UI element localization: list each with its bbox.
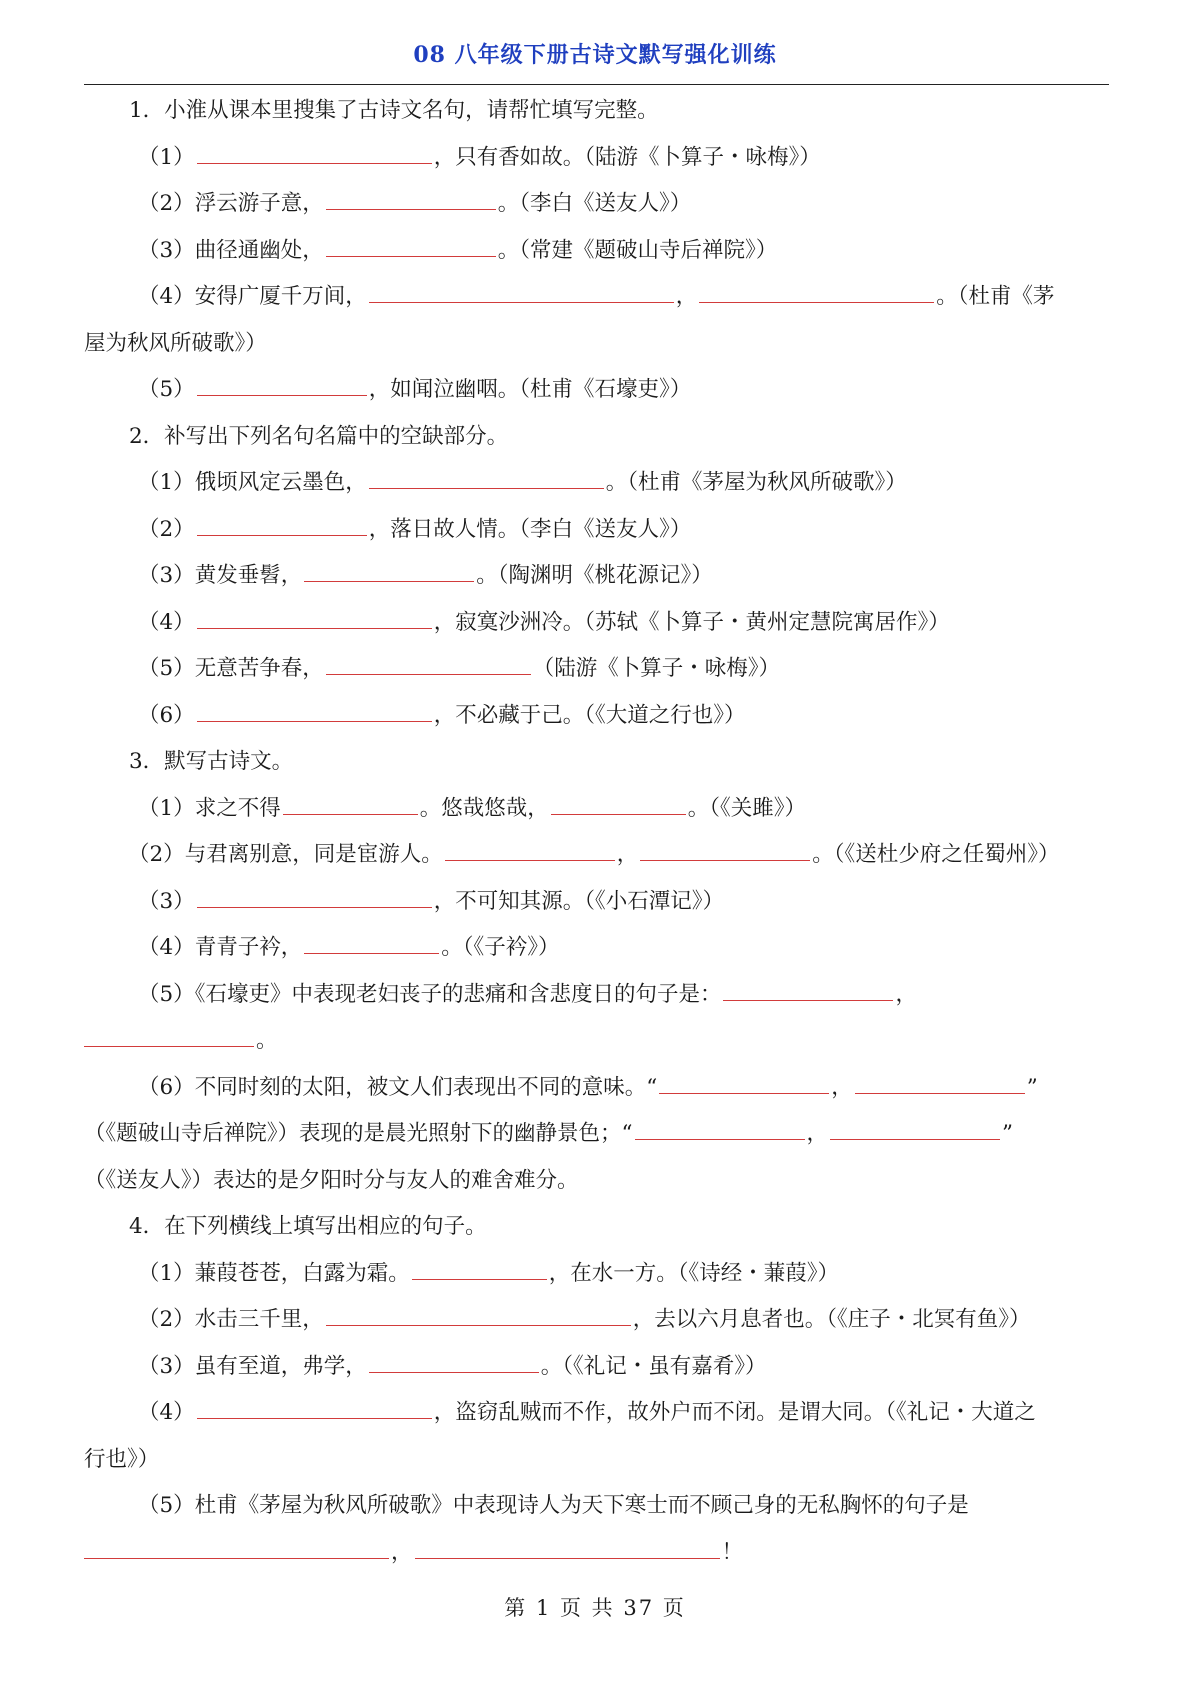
worksheet-body: [84, 88, 1109, 1576]
answer-blank[interactable]: [326, 1309, 631, 1326]
item-number: （3）: [138, 888, 195, 914]
question-4-item-5-continuation: [84, 1530, 1109, 1577]
question-2-item-4: [84, 600, 1109, 647]
answer-blank[interactable]: [197, 519, 367, 536]
item-text: （《题破山寺后禅院》）表现的是晨光照射下的幽静景色；“: [84, 1121, 633, 1146]
item-text: ，不可知其源。（《小石潭记》）: [433, 888, 724, 914]
item-text: 。（李白《送友人》）: [497, 191, 692, 216]
item-number: （3）: [138, 563, 195, 588]
question-1-heading: 1．小淮从课本里搜集了古诗文名句，请帮忙填写完整。: [129, 98, 659, 123]
question-4-heading: 4．在下列横线上填写出相应的句子。: [129, 1214, 487, 1239]
answer-blank[interactable]: [326, 658, 531, 675]
item-number: （4）: [138, 609, 195, 635]
item-text: 杜甫《茅屋为秋风所破歌》中表现诗人为天下寒士而不顾己身的无私胸怀的句子是: [194, 1493, 969, 1518]
answer-blank[interactable]: [304, 937, 439, 954]
question-1-item-5: [84, 367, 1109, 414]
item-text: 虽有至道，弗学，: [194, 1353, 367, 1379]
item-number: （2）: [128, 842, 185, 867]
question-4-item-2: [84, 1297, 1109, 1344]
item-number: （1）: [138, 144, 195, 170]
item-number: （1）: [138, 795, 195, 821]
answer-blank[interactable]: [197, 379, 367, 396]
item-text: 。（常建《题破山寺后禅院》）: [497, 237, 778, 263]
item-text: ，不必藏于己。（《大道之行也》）: [433, 702, 746, 728]
item-text: 。: [256, 1028, 278, 1053]
answer-blank[interactable]: [369, 1356, 539, 1373]
item-text: 水击三千里，: [194, 1307, 324, 1332]
answer-blank[interactable]: [84, 1030, 254, 1047]
item-number: （2）: [138, 516, 195, 542]
item-text: ！: [721, 1539, 744, 1565]
item-text: 。（陶渊明《桃花源记》）: [476, 563, 713, 588]
question-1-item-4-continuation: 屋为秋风所破歌》）: [84, 330, 267, 356]
item-text: 。（《礼记・虽有嘉肴》）: [540, 1353, 767, 1379]
question-2-heading: 2．补写出下列名句名篇中的空缺部分。: [129, 423, 509, 449]
answer-blank[interactable]: [699, 286, 934, 303]
item-text: 青青子衿，: [194, 935, 303, 960]
question-2-item-3: [84, 553, 1109, 600]
answer-blank[interactable]: [197, 147, 432, 164]
item-text: 求之不得: [194, 795, 281, 821]
item-text: 不同时刻的太阳，被文人们表现出不同的意味。“: [194, 1074, 658, 1100]
question-1-item-3: [84, 228, 1109, 275]
page-footer: 第 1 页 共 37 页: [504, 1596, 686, 1620]
item-number: （5）: [138, 377, 195, 402]
question-4-item-4: [84, 1390, 1109, 1437]
answer-blank[interactable]: [197, 891, 432, 908]
item-number: （5）: [138, 1493, 195, 1518]
item-text: ，只有香如故。（陆游《卜算子・咏梅》）: [433, 144, 821, 170]
question-2-item-6: [84, 693, 1109, 740]
item-text: ，: [616, 842, 639, 867]
question-1-item-1: [84, 135, 1109, 182]
item-text: ，去以六月息者也。（《庄子・北冥有鱼》）: [632, 1307, 1031, 1332]
answer-blank[interactable]: [197, 1402, 432, 1419]
question-2-item-5: [84, 646, 1109, 693]
question-3-item-4: [84, 925, 1109, 972]
question-2-item-1: [84, 460, 1109, 507]
answer-blank[interactable]: [723, 984, 893, 1001]
answer-blank[interactable]: [635, 1123, 805, 1140]
answer-blank[interactable]: [304, 565, 474, 582]
question-4-item-4-continuation: 行也》）: [84, 1446, 160, 1472]
question-3-heading: 3．默写古诗文。: [129, 749, 294, 774]
question-3-item-6-continuation-2: （《送友人》）表达的是夕阳时分与友人的难舍难分。: [84, 1167, 579, 1193]
item-number: （3）: [138, 1353, 195, 1379]
item-text: 。（杜甫《茅屋为秋风所破歌》）: [605, 470, 907, 495]
title-divider: [84, 84, 1109, 85]
item-text: ，如闻泣幽咽。（杜甫《石壕吏》）: [368, 377, 692, 402]
question-3-item-2: [84, 832, 1109, 879]
item-number: （2）: [138, 191, 195, 216]
item-text: ，盗窃乱贼而不作，故外户而不闭。是谓大同。（《礼记・大道之: [433, 1400, 1036, 1425]
item-number: （3）: [138, 237, 195, 263]
question-3-item-3: [84, 879, 1109, 926]
item-text: 安得广厦千万间，: [194, 284, 367, 309]
item-number: （5）: [138, 656, 195, 681]
question-3-item-5: [84, 972, 1109, 1019]
item-text: 俄顷风定云墨色，: [194, 470, 367, 495]
answer-blank[interactable]: [551, 798, 686, 815]
item-number: （2）: [138, 1307, 195, 1332]
item-text: 与君离别意，同是宦游人。: [184, 842, 443, 867]
item-text: 曲径通幽处，: [194, 237, 324, 263]
question-4-item-3: [84, 1344, 1109, 1391]
item-number: （4）: [138, 284, 195, 309]
question-3-item-5-continuation: [84, 1018, 1109, 1065]
question-3-item-6: [84, 1065, 1109, 1112]
answer-blank[interactable]: [445, 844, 615, 861]
item-text: ，: [391, 1539, 413, 1565]
question-4-item-5: [84, 1483, 1109, 1530]
item-text: ，: [831, 1074, 853, 1100]
item-text: 。（杜甫《茅: [936, 284, 1055, 309]
item-text: 黄发垂髫，: [194, 563, 303, 588]
item-number: （1）: [138, 1260, 195, 1286]
item-number: （6）: [138, 1074, 195, 1100]
question-3-item-1: [84, 786, 1109, 833]
item-text: （陆游《卜算子・咏梅》）: [532, 656, 780, 681]
item-text: 。（《送杜少府之任蜀州》）: [812, 842, 1060, 867]
answer-blank[interactable]: [830, 1123, 1000, 1140]
question-3-item-6-continuation-1: [84, 1111, 1109, 1158]
question-2-item-2: [84, 507, 1109, 554]
answer-blank[interactable]: [369, 286, 674, 303]
item-text: ，: [806, 1121, 829, 1146]
answer-blank[interactable]: [659, 1077, 829, 1094]
answer-blank[interactable]: [197, 705, 432, 722]
item-number: （6）: [138, 702, 195, 728]
item-text: 。（《关雎》）: [687, 795, 806, 821]
item-text: ，在水一方。（《诗经・蒹葭》）: [548, 1260, 839, 1286]
answer-blank[interactable]: [855, 1077, 1025, 1094]
item-number: （1）: [138, 470, 195, 495]
answer-blank[interactable]: [197, 612, 432, 629]
item-text: ”: [1002, 1121, 1014, 1146]
item-number: （4）: [138, 935, 195, 960]
item-text: ，落日故人情。（李白《送友人》）: [368, 516, 692, 542]
item-number: （4）: [138, 1400, 195, 1425]
answer-blank[interactable]: [415, 1542, 720, 1559]
answer-blank[interactable]: [283, 798, 418, 815]
answer-blank[interactable]: [326, 193, 496, 210]
question-1-item-4: [84, 274, 1109, 321]
answer-blank[interactable]: [326, 240, 496, 257]
item-text: 蒹葭苍苍，白露为霜。: [194, 1260, 410, 1286]
answer-blank[interactable]: [412, 1263, 547, 1280]
item-text: ，: [675, 284, 698, 309]
item-number: （5）: [138, 981, 195, 1007]
item-text: 。（《子衿》）: [441, 935, 560, 960]
item-text: 浮云游子意，: [194, 191, 324, 216]
answer-blank[interactable]: [84, 1542, 389, 1559]
item-text: ，寂寞沙洲冷。（苏轼《卜算子・黄州定慧院寓居作》）: [433, 609, 950, 635]
question-4-item-1: [84, 1251, 1109, 1298]
answer-blank[interactable]: [640, 844, 810, 861]
answer-blank[interactable]: [369, 472, 604, 489]
page-title: 08 八年级下册古诗文默写强化训练: [413, 42, 777, 68]
item-text: ”: [1026, 1074, 1038, 1100]
item-text: 《石壕吏》中表现老妇丧子的悲痛和含悲度日的句子是：: [194, 981, 722, 1007]
question-1-item-2: [84, 181, 1109, 228]
item-text: 。悠哉悠哉，: [419, 795, 549, 821]
item-text: ，: [895, 981, 917, 1007]
item-text: 无意苦争春，: [194, 656, 324, 681]
